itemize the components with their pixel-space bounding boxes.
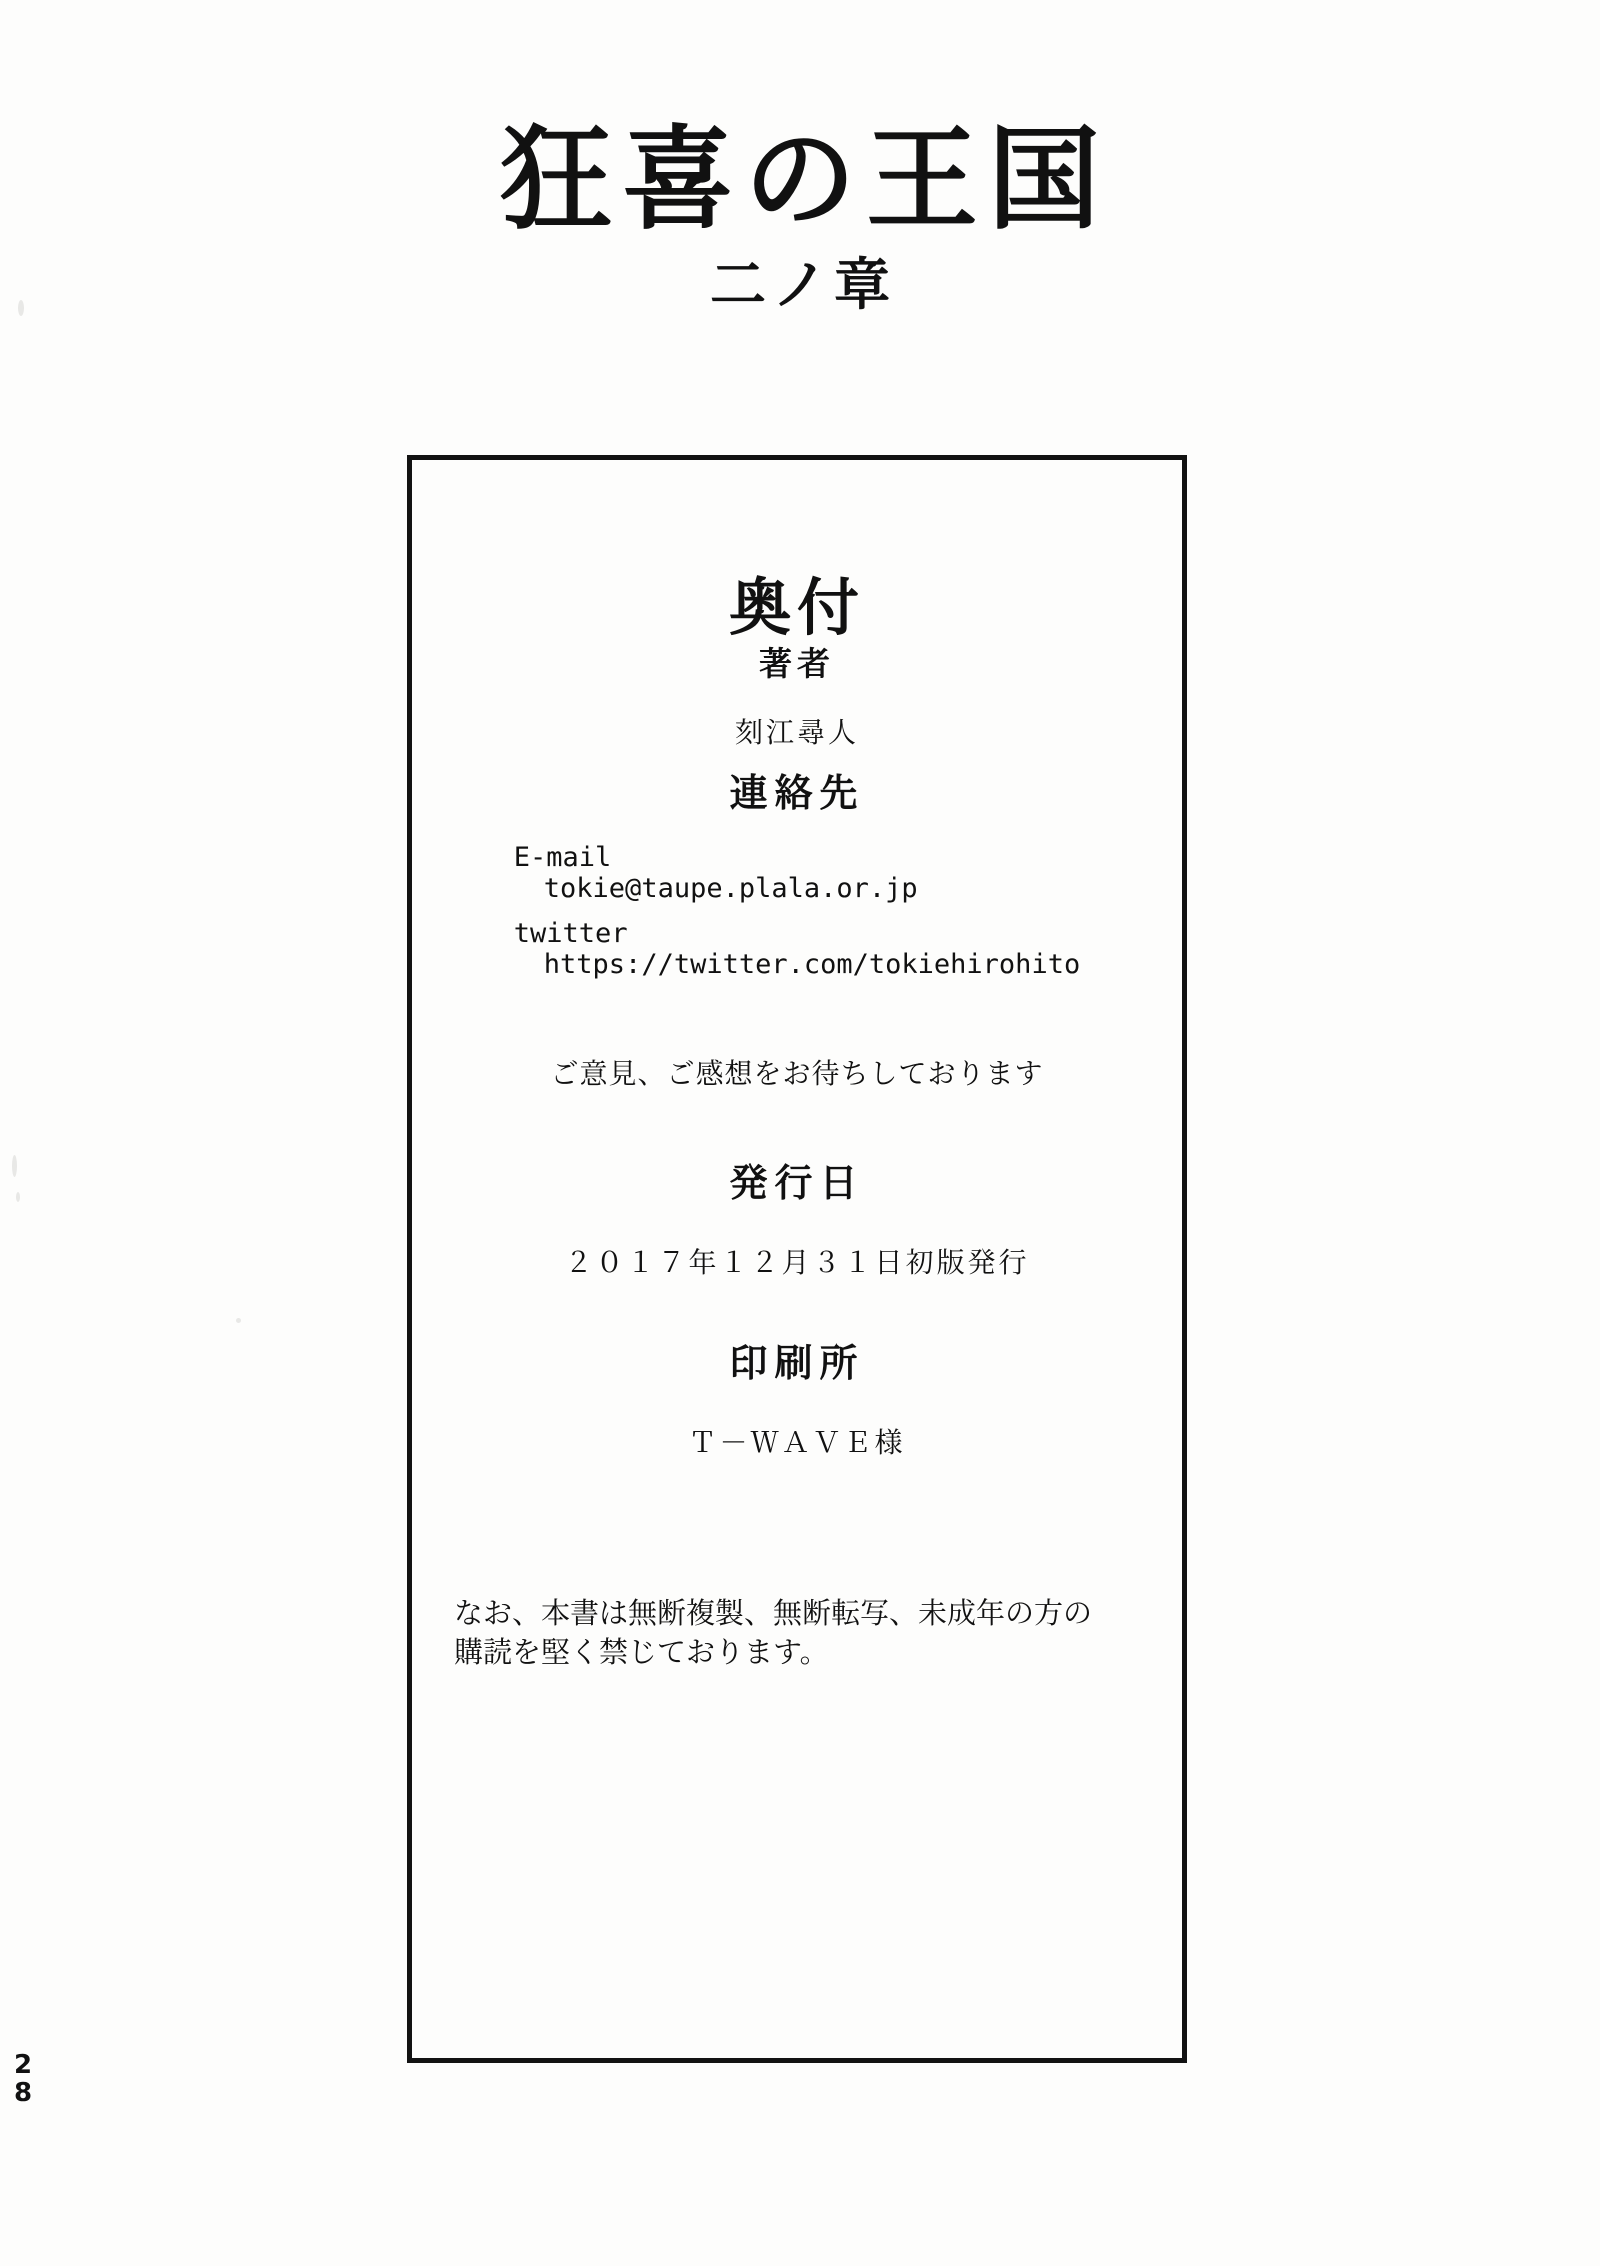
author-label: 著者 [759, 644, 835, 683]
warning-line-2: 購読を堅く禁じております。 [454, 1635, 829, 1670]
author-value: 刻江尋人 [734, 716, 859, 749]
twitter-url[interactable]: https://twitter.com/tokiehirohito [543, 949, 1081, 980]
contact-section [412, 762, 1182, 817]
colophon-heading: 奥付 [728, 571, 865, 644]
contact-label: 連絡先 [729, 771, 865, 815]
paper-speck [12, 1155, 17, 1177]
email-value[interactable]: tokie@taupe.plala.or.jp [543, 873, 918, 904]
publication-label: 発行日 [729, 1161, 865, 1205]
twitter-label: twitter [513, 918, 628, 949]
paper-speck [236, 1318, 241, 1323]
warning-line-1: なお、本書は無断複製、無断転写、未成年の方の [454, 1596, 1093, 1630]
title-block [0, 114, 1600, 318]
paper-speck [16, 1192, 20, 1202]
printer-section [412, 1332, 1182, 1461]
printer-value: Ｔ－ＷＡＶＥ様 [688, 1426, 906, 1459]
page-title: 狂喜の王国 [500, 114, 1110, 245]
publication-section [412, 1152, 1182, 1281]
page-number-digit-bottom: 8 [14, 2077, 33, 2108]
contact-entries [412, 842, 1182, 994]
page-subtitle: 二ノ章 [710, 251, 896, 318]
page-number [14, 2052, 54, 2107]
author-section [412, 638, 1182, 751]
contact-entry-twitter [514, 918, 1080, 980]
publication-date: ２０１７年１２月３１日初版発行 [564, 1246, 1030, 1279]
colophon-box [407, 455, 1187, 2063]
feedback-text: ご意見、ご感想をお待ちしております [550, 1057, 1044, 1090]
contact-entry-email [514, 842, 1080, 904]
email-label: E-mail [513, 842, 612, 873]
page-number-digit-top: 2 [14, 2050, 33, 2080]
warning-section [412, 1594, 1182, 1672]
feedback-note [412, 1052, 1182, 1092]
printer-label: 印刷所 [729, 1341, 865, 1385]
